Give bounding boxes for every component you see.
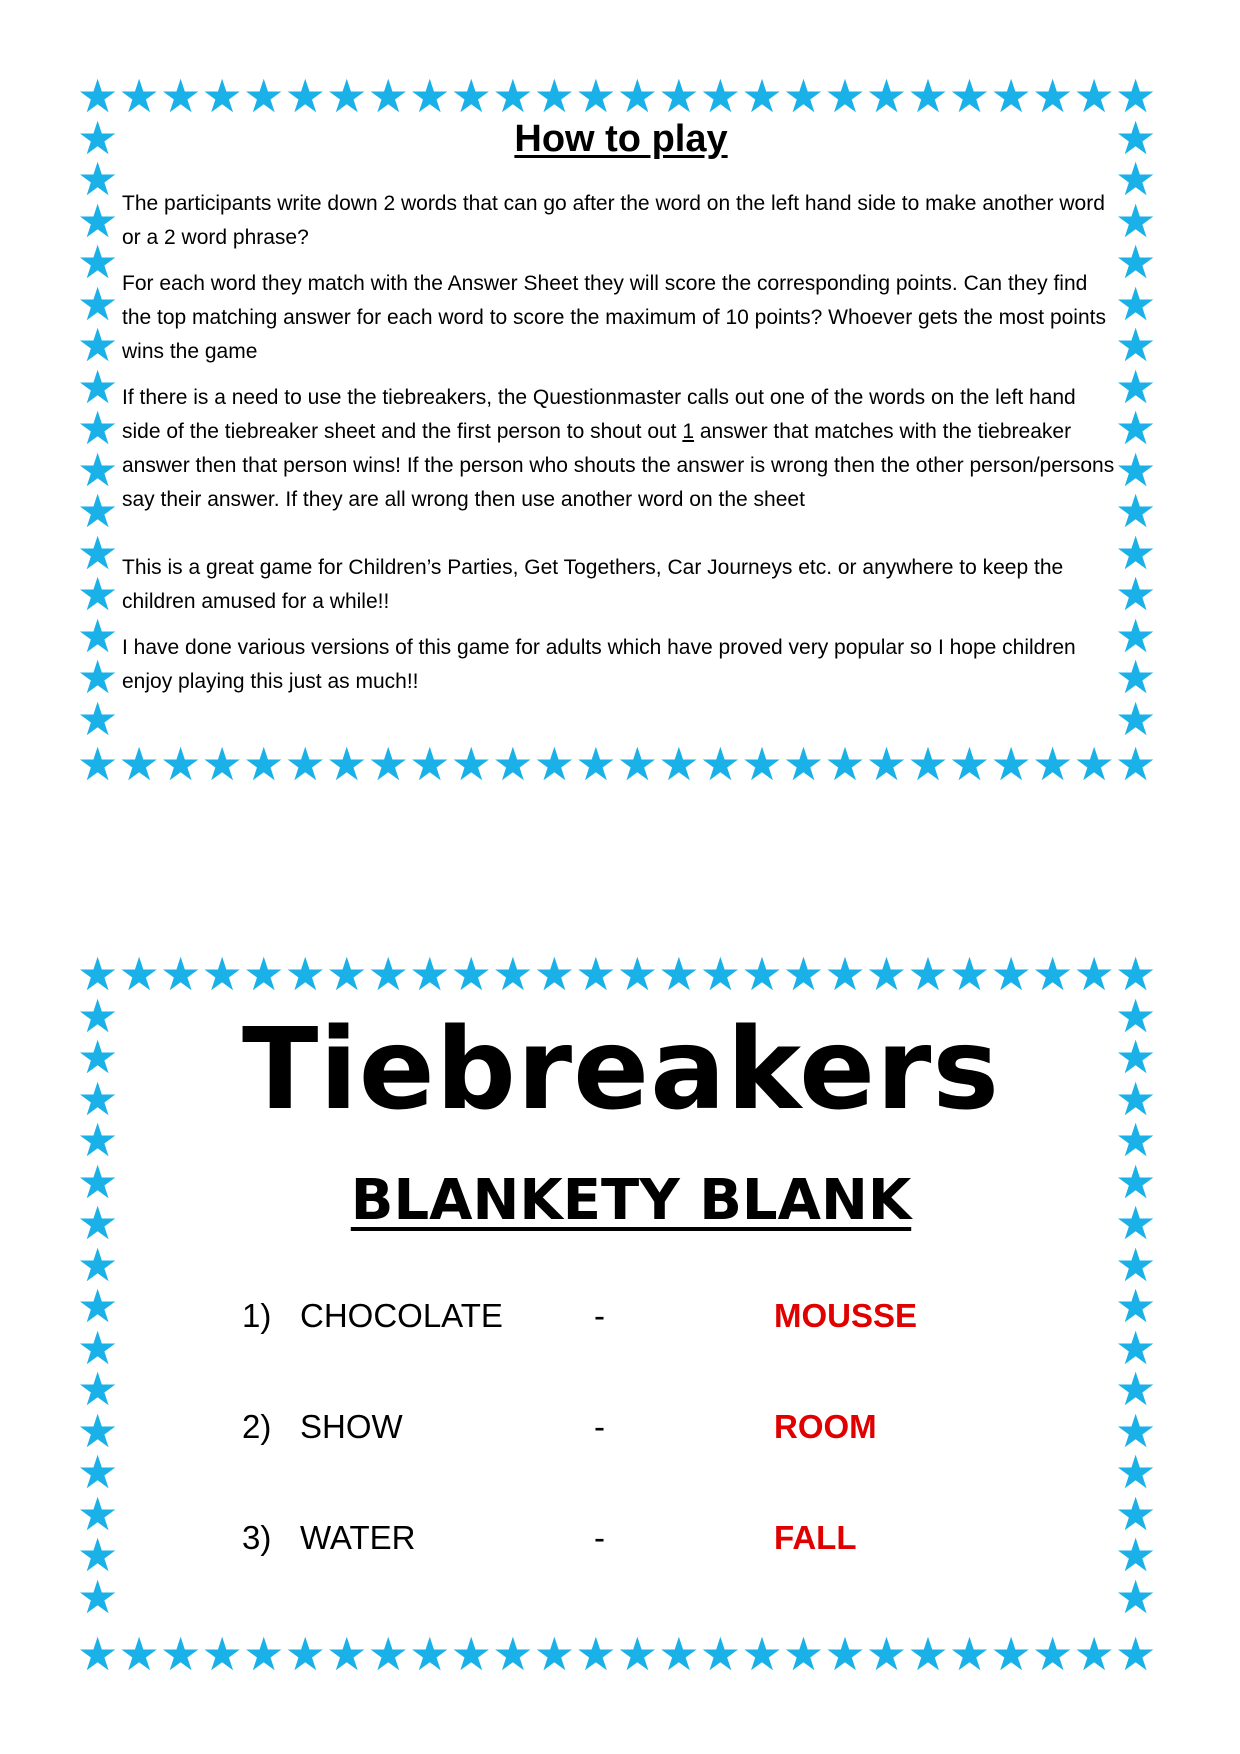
- star-icon: ★: [658, 737, 700, 791]
- star-icon: ★: [658, 69, 700, 123]
- star-icon: ★: [77, 1569, 119, 1624]
- star-icon: ★: [1115, 359, 1157, 414]
- star-icon: ★: [865, 737, 908, 791]
- star-icon: ★: [824, 1627, 866, 1681]
- star-icon: ★: [77, 947, 119, 1001]
- star-icon: ★: [616, 69, 658, 123]
- star-icon: ★: [450, 69, 492, 123]
- star-icon: ★: [160, 737, 202, 791]
- star-icon: ★: [575, 1627, 617, 1681]
- star-icon: ★: [533, 947, 575, 1001]
- star-icon: ★: [1031, 737, 1074, 791]
- star-icon: ★: [284, 1627, 326, 1681]
- star-icon: ★: [990, 737, 1032, 791]
- star-icon: ★: [907, 1627, 949, 1681]
- star-icon: ★: [699, 1627, 742, 1681]
- star-icon: ★: [616, 947, 658, 1001]
- star-icon: ★: [533, 69, 575, 123]
- star-icon: ★: [409, 947, 451, 1001]
- star-icon: ★: [450, 947, 492, 1001]
- star-icon: ★: [77, 1030, 119, 1085]
- star-icon: ★: [1115, 947, 1157, 1001]
- star-icon: ★: [1115, 276, 1157, 331]
- separator: -: [594, 1519, 605, 1556]
- star-icon: ★: [77, 608, 119, 663]
- instruction-paragraph-2: For each word they match with the Answer Sheet they will score the corresponding points. Can they find the top matching answer for each word to score the maximum of 10 points? Whoever gets the most points wins the game: [122, 272, 1106, 363]
- how-to-play-title: How to play: [514, 118, 728, 160]
- star-icon: ★: [782, 69, 825, 123]
- star-icon: ★: [77, 401, 119, 456]
- star-icon: ★: [77, 276, 119, 331]
- star-icon: ★: [492, 947, 534, 1001]
- star-icon: ★: [367, 69, 409, 123]
- star-icon: ★: [1031, 947, 1074, 1001]
- how-to-play-panel: [122, 118, 1120, 711]
- answer-word: FALL: [774, 1519, 857, 1556]
- star-icon: ★: [201, 69, 243, 123]
- star-icon: ★: [1115, 525, 1157, 580]
- star-icon: ★: [77, 359, 119, 414]
- star-icon: ★: [77, 1627, 119, 1681]
- star-icon: ★: [118, 737, 160, 791]
- answer-word: ROOM: [774, 1408, 877, 1445]
- star-icon: ★: [575, 947, 617, 1001]
- item-number: 3): [242, 1519, 272, 1556]
- star-icon: ★: [77, 1154, 119, 1209]
- star-icon: ★: [699, 737, 742, 791]
- star-icon: ★: [367, 737, 409, 791]
- star-icon: ★: [77, 1071, 119, 1126]
- star-icon: ★: [616, 1627, 658, 1681]
- star-icon: ★: [284, 947, 326, 1001]
- tiebreaker-list: [122, 1297, 1120, 1630]
- star-icon: ★: [907, 69, 949, 123]
- star-icon: ★: [160, 947, 202, 1001]
- star-icon: ★: [533, 1627, 575, 1681]
- star-icon: ★: [77, 650, 119, 705]
- star-icon: ★: [658, 1627, 700, 1681]
- star-icon: ★: [1115, 1071, 1157, 1126]
- star-icon: ★: [824, 947, 866, 1001]
- star-icon: ★: [1073, 1627, 1115, 1681]
- star-icon: ★: [1115, 737, 1157, 791]
- star-icon: ★: [907, 737, 949, 791]
- star-icon: ★: [450, 737, 492, 791]
- star-icon: ★: [575, 737, 617, 791]
- star-icon: ★: [1115, 1445, 1157, 1500]
- star-icon: ★: [1031, 1627, 1074, 1681]
- star-icon: ★: [1115, 69, 1157, 123]
- star-icon: ★: [990, 947, 1032, 1001]
- tiebreakers-panel: [122, 1005, 1120, 1630]
- star-icon: ★: [1115, 691, 1157, 746]
- star-icon: ★: [77, 1445, 119, 1500]
- star-icon: ★: [1073, 947, 1115, 1001]
- star-icon: ★: [77, 1196, 119, 1251]
- star-icon: ★: [118, 947, 160, 1001]
- star-icon: ★: [1115, 401, 1157, 456]
- star-icon: ★: [907, 947, 949, 1001]
- instruction-paragraph-1: The participants write down 2 words that can go after the word on the left hand side to make another word or a 2 word phrase?: [122, 192, 1105, 249]
- star-icon: ★: [492, 69, 534, 123]
- star-icon: ★: [948, 69, 991, 123]
- star-icon: ★: [326, 69, 368, 123]
- star-icon: ★: [77, 110, 119, 165]
- star-icon: ★: [492, 737, 534, 791]
- star-icon: ★: [118, 69, 160, 123]
- star-icon: ★: [77, 1320, 119, 1375]
- star-icon: ★: [160, 1627, 202, 1681]
- star-icon: ★: [243, 737, 285, 791]
- clue-word: SHOW: [300, 1408, 403, 1445]
- star-icon: ★: [77, 484, 119, 539]
- star-icon: ★: [243, 1627, 285, 1681]
- star-icon: ★: [1073, 737, 1115, 791]
- star-icon: ★: [77, 691, 119, 746]
- star-icon: ★: [1115, 608, 1157, 663]
- star-icon: ★: [782, 1627, 825, 1681]
- star-icon: ★: [1115, 442, 1157, 497]
- star-icon: ★: [77, 1403, 119, 1458]
- star-icon: ★: [367, 947, 409, 1001]
- star-icon: ★: [77, 567, 119, 622]
- tiebreakers-title: Tiebreakers: [241, 1005, 1001, 1135]
- instruction-paragraph-5: I have done various versions of this game for adults which have proved very popular so I hope children enjoy playing this just as much!!: [122, 636, 1076, 693]
- star-icon: ★: [1115, 1569, 1157, 1624]
- star-icon: ★: [77, 1113, 119, 1168]
- star-icon: ★: [824, 737, 866, 791]
- star-icon: ★: [865, 947, 908, 1001]
- star-icon: ★: [201, 737, 243, 791]
- star-icon: ★: [409, 737, 451, 791]
- star-icon: ★: [77, 737, 119, 791]
- separator: -: [594, 1408, 605, 1445]
- star-icon: ★: [77, 235, 119, 290]
- star-icon: ★: [533, 737, 575, 791]
- star-icon: ★: [243, 947, 285, 1001]
- clue-word: CHOCOLATE: [300, 1297, 503, 1334]
- star-icon: ★: [77, 1528, 119, 1583]
- star-icon: ★: [284, 737, 326, 791]
- tiebreaker-row: [122, 1519, 1120, 1630]
- star-icon: ★: [1073, 69, 1115, 123]
- star-icon: ★: [741, 737, 783, 791]
- star-icon: ★: [77, 988, 119, 1043]
- star-icon: ★: [824, 69, 866, 123]
- star-icon: ★: [865, 69, 908, 123]
- star-icon: ★: [1115, 152, 1157, 207]
- star-icon: ★: [782, 947, 825, 1001]
- item-number: 2): [242, 1408, 272, 1445]
- star-icon: ★: [1115, 1362, 1157, 1417]
- star-icon: ★: [77, 1486, 119, 1541]
- star-icon: ★: [77, 442, 119, 497]
- star-icon: ★: [77, 1362, 119, 1417]
- star-icon: ★: [367, 1627, 409, 1681]
- star-icon: ★: [118, 1627, 160, 1681]
- star-icon: ★: [201, 1627, 243, 1681]
- star-icon: ★: [243, 69, 285, 123]
- star-icon: ★: [1115, 1627, 1157, 1681]
- star-icon: ★: [1115, 193, 1157, 248]
- star-icon: ★: [990, 1627, 1032, 1681]
- star-icon: ★: [658, 947, 700, 1001]
- star-icon: ★: [492, 1627, 534, 1681]
- star-icon: ★: [990, 69, 1032, 123]
- star-icon: ★: [1115, 1279, 1157, 1334]
- instruction-paragraph-3: [122, 381, 1120, 517]
- star-icon: ★: [201, 947, 243, 1001]
- star-icon: ★: [616, 737, 658, 791]
- star-icon: ★: [1115, 567, 1157, 622]
- star-icon: ★: [77, 152, 119, 207]
- star-icon: ★: [77, 1279, 119, 1334]
- star-icon: ★: [741, 1627, 783, 1681]
- star-icon: ★: [160, 69, 202, 123]
- star-icon: ★: [77, 318, 119, 373]
- star-icon: ★: [948, 1627, 991, 1681]
- star-icon: ★: [77, 69, 119, 123]
- tiebreaker-row: [122, 1297, 1120, 1408]
- star-icon: ★: [1115, 235, 1157, 290]
- star-icon: ★: [865, 1627, 908, 1681]
- star-icon: ★: [326, 947, 368, 1001]
- star-icon: ★: [409, 69, 451, 123]
- star-icon: ★: [1115, 1196, 1157, 1251]
- separator: -: [594, 1297, 605, 1334]
- clue-word: WATER: [300, 1519, 416, 1556]
- paragraph-3-underlined-number: 1: [682, 420, 695, 443]
- star-icon: ★: [948, 737, 991, 791]
- star-icon: ★: [1115, 650, 1157, 705]
- star-icon: ★: [1115, 484, 1157, 539]
- star-icon: ★: [77, 1237, 119, 1292]
- star-icon: ★: [1115, 1113, 1157, 1168]
- star-icon: ★: [409, 1627, 451, 1681]
- paragraph-3-part-2: answer that matches with the tiebreaker answer then that person wins! If the person who shouts the answer is wrong then the other person/persons say their answer. If they are all wrong then use another word on the sheet: [122, 420, 1115, 511]
- star-icon: ★: [1115, 1320, 1157, 1375]
- star-icon: ★: [1115, 1403, 1157, 1458]
- instruction-paragraph-4: This is a great game for Children’s Parties, Get Togethers, Car Journeys etc. or anywhere to keep the children amused for a while!!: [122, 556, 1064, 613]
- star-icon: ★: [1115, 1154, 1157, 1209]
- game-subtitle: BLANKETY BLANK: [350, 1168, 912, 1233]
- answer-word: MOUSSE: [774, 1297, 918, 1334]
- star-icon: ★: [575, 69, 617, 123]
- star-icon: ★: [1115, 110, 1157, 165]
- star-icon: ★: [77, 525, 119, 580]
- star-icon: ★: [1115, 1528, 1157, 1583]
- star-icon: ★: [741, 69, 783, 123]
- star-icon: ★: [699, 69, 742, 123]
- star-icon: ★: [948, 947, 991, 1001]
- star-icon: ★: [1115, 1486, 1157, 1541]
- star-icon: ★: [782, 737, 825, 791]
- star-icon: ★: [699, 947, 742, 1001]
- star-icon: ★: [1031, 69, 1074, 123]
- star-icon: ★: [326, 1627, 368, 1681]
- star-icon: ★: [1115, 988, 1157, 1043]
- item-number: 1): [242, 1297, 272, 1334]
- star-icon: ★: [326, 737, 368, 791]
- star-icon: ★: [741, 947, 783, 1001]
- star-icon: ★: [77, 193, 119, 248]
- star-icon: ★: [284, 69, 326, 123]
- star-icon: ★: [1115, 1030, 1157, 1085]
- paragraph-3-part-1: If there is a need to use the tiebreakers, the Questionmaster calls out one of the words on the left hand side of the tiebreaker sheet and the first person to shout out: [122, 386, 1076, 443]
- star-icon: ★: [1115, 318, 1157, 373]
- star-icon: ★: [450, 1627, 492, 1681]
- tiebreaker-row: [122, 1408, 1120, 1519]
- star-icon: ★: [1115, 1237, 1157, 1292]
